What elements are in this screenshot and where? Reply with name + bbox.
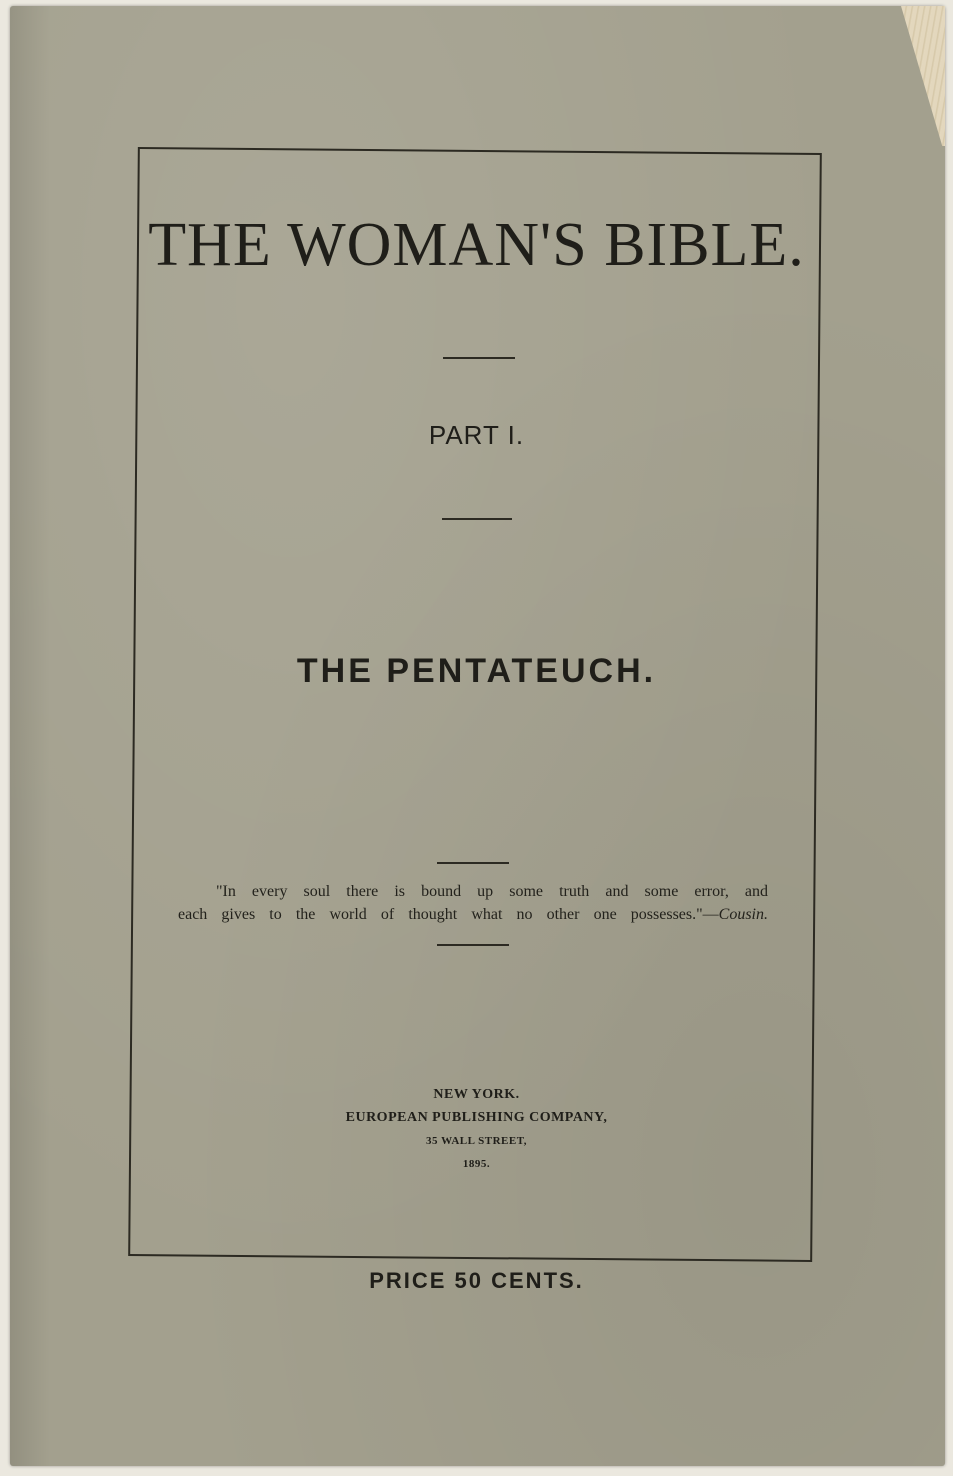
imprint-address: 35 WALL STREET, (426, 1135, 527, 1147)
page-edges (890, 6, 945, 146)
book-title: THE WOMAN'S BIBLE. (148, 211, 805, 279)
divider-rule-2 (442, 518, 512, 520)
divider-rule-1 (443, 357, 515, 359)
price-label: PRICE 50 CENTS. (369, 1268, 584, 1293)
epigraph-quote (178, 880, 768, 926)
imprint-publisher: EUROPEAN PUBLISHING COMPANY, (345, 1110, 608, 1125)
divider-rule-4 (437, 944, 509, 946)
epigraph-line-2: each gives to the world of thought what no other one possesses."— (178, 906, 719, 923)
divider-rule-3 (437, 862, 509, 864)
epigraph-line-1: "In every soul there is bound up some truth and some error, and (216, 883, 768, 900)
epigraph-attribution: Cousin. (718, 906, 768, 923)
epigraph-line-2-wrap (178, 903, 768, 926)
imprint-year: 1895. (462, 1158, 491, 1170)
part-label: PART I. (428, 420, 525, 450)
subject-title: THE PENTATEUCH. (296, 652, 657, 690)
imprint-city: NEW YORK. (433, 1087, 520, 1102)
